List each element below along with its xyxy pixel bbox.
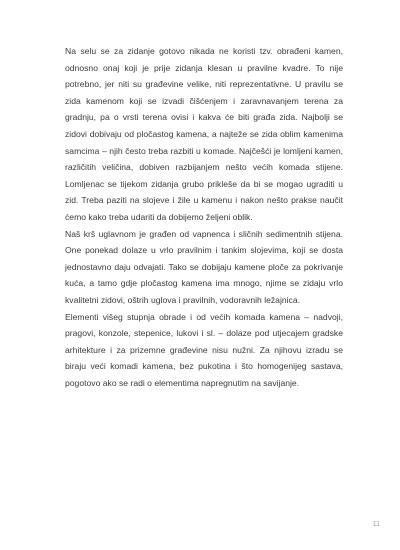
paragraph: Na selu se za zidanje gotovo nikada ne koristi tzv. obrađeni kamen, odnosno onaj koji je prije zidanja klesan u pravilne kvadre. To nije potrebno, jer niti su građevine velike, niti reprezentativne. U pravilu se zida kamenom koji se izvadi čišćenjem i zaravnavanjem terena za gradnju, pa o vrsti terena ovisi i kakva će biti građa zida. Najbolji se zidovi dobivaju od pločastog kamena, a najteže se zida oblim kamenima samcima – njih često treba razbiti u komade. Najčešći je lomljeni kamen, različitih veličina, dobiven razbijanjem nešto većih komada stijene. Lomljenac se tijekom zidanja grubo prikleše da bi se mogao ugraditi u zid. Treba paziti na slojeve i žile u kamenu i nakon nešto prakse naučit ćemo kako treba udariti da dobijemo željeni oblik. <box>65 46 343 222</box>
paragraph: Elementi višeg stupnja obrade i od većih komada kamena – nadvoji, pragovi, konzole, stepenice, lukovi i sl. – dolaze pod utjecajem gradske arhitekture i za prizemne građevine nisu nužni. Za njihovu izradu se biraju veći komadi kamena, bez pukotina i što homogenijeg sastava, pogotovo ako se radi o elementima napregnutim na savijanje. <box>65 311 343 388</box>
page-number: 11 <box>372 521 380 528</box>
body-text <box>65 43 343 391</box>
paragraph: Naš krš uglavnom je građen od vapnenca i sličnih sedimentnih stijena. One ponekad dolaze u vrlo pravilnim i tankim slojevima, koji se dosta jednostavno daju odvajati. Tako se dobijaju kamene ploče za pokrivanje kuća, a tamo gdje pločastog kamena ima mnogo, njime se zidaju vrlo kvalitetni zidovi, oštrih uglova i pravilnih, vodoravnih ležajnica. <box>65 228 343 305</box>
